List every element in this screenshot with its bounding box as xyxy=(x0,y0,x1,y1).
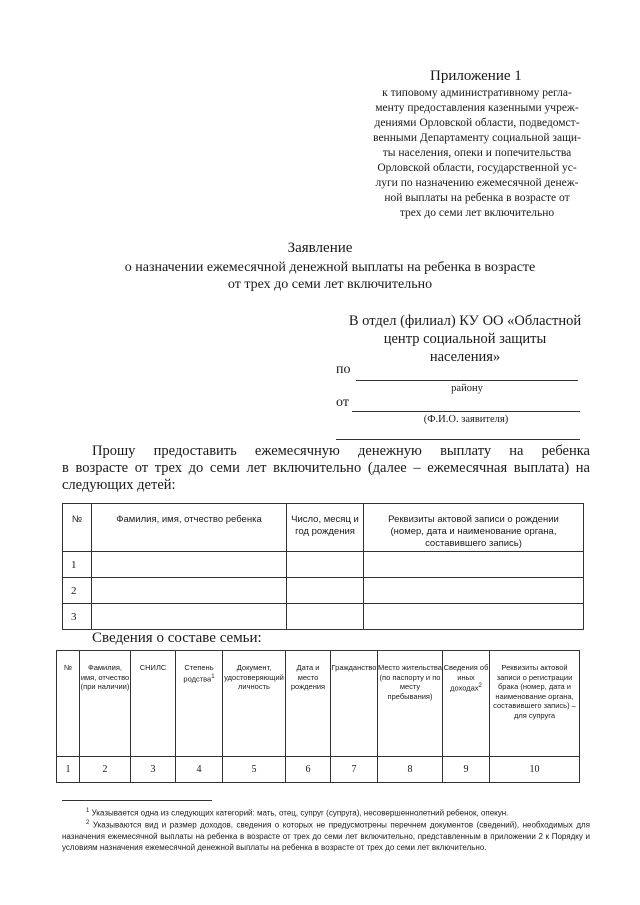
statement-subtitle-line: о назначении ежемесячной денежной выплаты на ребенка в возрасте xyxy=(124,260,536,275)
birth-date-cell[interactable] xyxy=(287,604,364,630)
footnote-text: Указываются вид и размер доходов, сведения о которых не предусмотрены перечнем документов (сведений), необходимых для назначения ежемесячной выплаты на ребенка в возрасте от трех до семи лет включительно, представленным в приложении 2 к Порядку и условиям назначения ежемесячной денежной выплаты на ребенка в возрасте от трех до семи лет включительно. xyxy=(62,820,590,852)
child-name-cell[interactable] xyxy=(92,552,287,578)
fio-caption: (Ф.И.О. заявителя) xyxy=(423,414,509,425)
column-number: 6 xyxy=(286,757,331,783)
col-header-full-name: Фамилия, имя, отчество (при наличии) xyxy=(80,651,131,757)
district-label: по xyxy=(336,362,351,377)
addressee-line: В отдел (филиал) КУ ОО «Областной xyxy=(348,313,582,329)
family-section-title: Сведения о составе семьи: xyxy=(92,630,262,646)
annex-line: ной выплаты на ребенка в возрасте от xyxy=(384,192,570,204)
statement-subtitle-line: от трех до семи лет включительно xyxy=(227,277,433,292)
addressee-line: центр социальной защиты xyxy=(383,331,547,347)
annex-line: венными Департаменту социальной защи- xyxy=(373,132,581,144)
annex-line: Орловской области, государственной ус- xyxy=(377,162,577,174)
statement-subtitle xyxy=(90,259,570,293)
column-number: 3 xyxy=(131,757,176,783)
request-text: в возрасте от трех до семи лет включительно (далее – ежемесячная выплата) на следующих детей: xyxy=(62,460,590,493)
relation-header-text: Степень родства xyxy=(183,663,214,683)
col-header-citizenship: Гражданство xyxy=(331,651,378,757)
col-header-birth-record: Реквизиты актовой записи о рождении (номер, дата и наименование органа, составившего запись) xyxy=(364,504,584,552)
column-numbers-row xyxy=(57,757,580,783)
addressee-block xyxy=(330,312,600,366)
col-header-residence: Место жительства (по паспорту и по месту пребывания) xyxy=(378,651,443,757)
col-header-identity-document: Документ, удостоверяющий личность xyxy=(223,651,286,757)
table-header-row xyxy=(57,651,580,757)
applicant-name-field-2[interactable] xyxy=(336,439,580,440)
footnote-divider xyxy=(62,800,212,801)
footnote-mark: 2 xyxy=(478,683,482,689)
addressee-line: населения» xyxy=(429,349,501,365)
table-row xyxy=(63,578,584,604)
table-row xyxy=(63,604,584,630)
col-header-birth-date: Число, месяц и год рождения xyxy=(287,504,364,552)
footnote-mark: 1 xyxy=(86,808,90,814)
annex-line: трех до семи лет включительно xyxy=(399,207,555,219)
table-header-row xyxy=(63,504,584,552)
footnote-2 xyxy=(62,818,590,853)
row-number: 1 xyxy=(63,552,92,578)
income-header-text: Сведения об иных доходах xyxy=(443,663,489,693)
col-header-snils: СНИЛС xyxy=(131,651,176,757)
annex-line: к типовому административному регла- xyxy=(382,87,572,99)
birth-record-cell[interactable] xyxy=(364,578,584,604)
footnote-1 xyxy=(62,806,590,819)
annex-title: Приложение 1 xyxy=(430,68,522,84)
from-label: от xyxy=(336,395,349,410)
children-table xyxy=(62,503,584,630)
birth-date-cell[interactable] xyxy=(287,578,364,604)
footnote-mark: 2 xyxy=(86,820,90,826)
col-header-number: № xyxy=(63,504,92,552)
footnote-mark: 1 xyxy=(211,673,215,680)
annex-line: ты населения, опеки и попечительства xyxy=(382,147,572,159)
table-row xyxy=(63,552,584,578)
annex-description xyxy=(352,86,602,221)
col-header-relation xyxy=(176,651,223,757)
column-number: 8 xyxy=(378,757,443,783)
birth-date-cell[interactable] xyxy=(287,552,364,578)
family-table xyxy=(56,650,580,783)
statement-title: Заявление xyxy=(287,240,353,256)
col-header-marriage-record: Реквизиты актовой записи о регистрации брака (номер, дата и наименование органа, составившего запись) – для супруга xyxy=(490,651,580,757)
col-header-birth-date-place: Дата и место рождения xyxy=(286,651,331,757)
col-header-other-income xyxy=(443,651,490,757)
col-header-number: № xyxy=(57,651,80,757)
request-line: Прошу предоставить ежемесячную денежную выплату на ребенка xyxy=(92,443,590,459)
request-paragraph xyxy=(62,443,590,494)
applicant-name-field[interactable] xyxy=(352,411,580,412)
column-number: 10 xyxy=(490,757,580,783)
column-number: 1 xyxy=(57,757,80,783)
annex-line: дениями Орловской области, подведомст- xyxy=(374,117,580,129)
column-number: 7 xyxy=(331,757,378,783)
child-name-cell[interactable] xyxy=(92,578,287,604)
column-number: 4 xyxy=(176,757,223,783)
district-caption: району xyxy=(451,383,483,394)
birth-record-cell[interactable] xyxy=(364,604,584,630)
row-number: 2 xyxy=(63,578,92,604)
birth-record-cell[interactable] xyxy=(364,552,584,578)
annex-line: луги по назначению ежемесячной денеж- xyxy=(375,177,579,189)
footnote-text: Указывается одна из следующих категорий: мать, отец, супруг (супруга), несовершеннолетний ребенок, опекун. xyxy=(91,808,509,818)
column-number: 5 xyxy=(223,757,286,783)
row-number: 3 xyxy=(63,604,92,630)
district-field[interactable] xyxy=(356,380,578,381)
annex-line: менту предоставления казенными учреж- xyxy=(375,102,579,114)
column-number: 2 xyxy=(80,757,131,783)
col-header-child-name: Фамилия, имя, отчество ребенка xyxy=(92,504,287,552)
child-name-cell[interactable] xyxy=(92,604,287,630)
column-number: 9 xyxy=(443,757,490,783)
